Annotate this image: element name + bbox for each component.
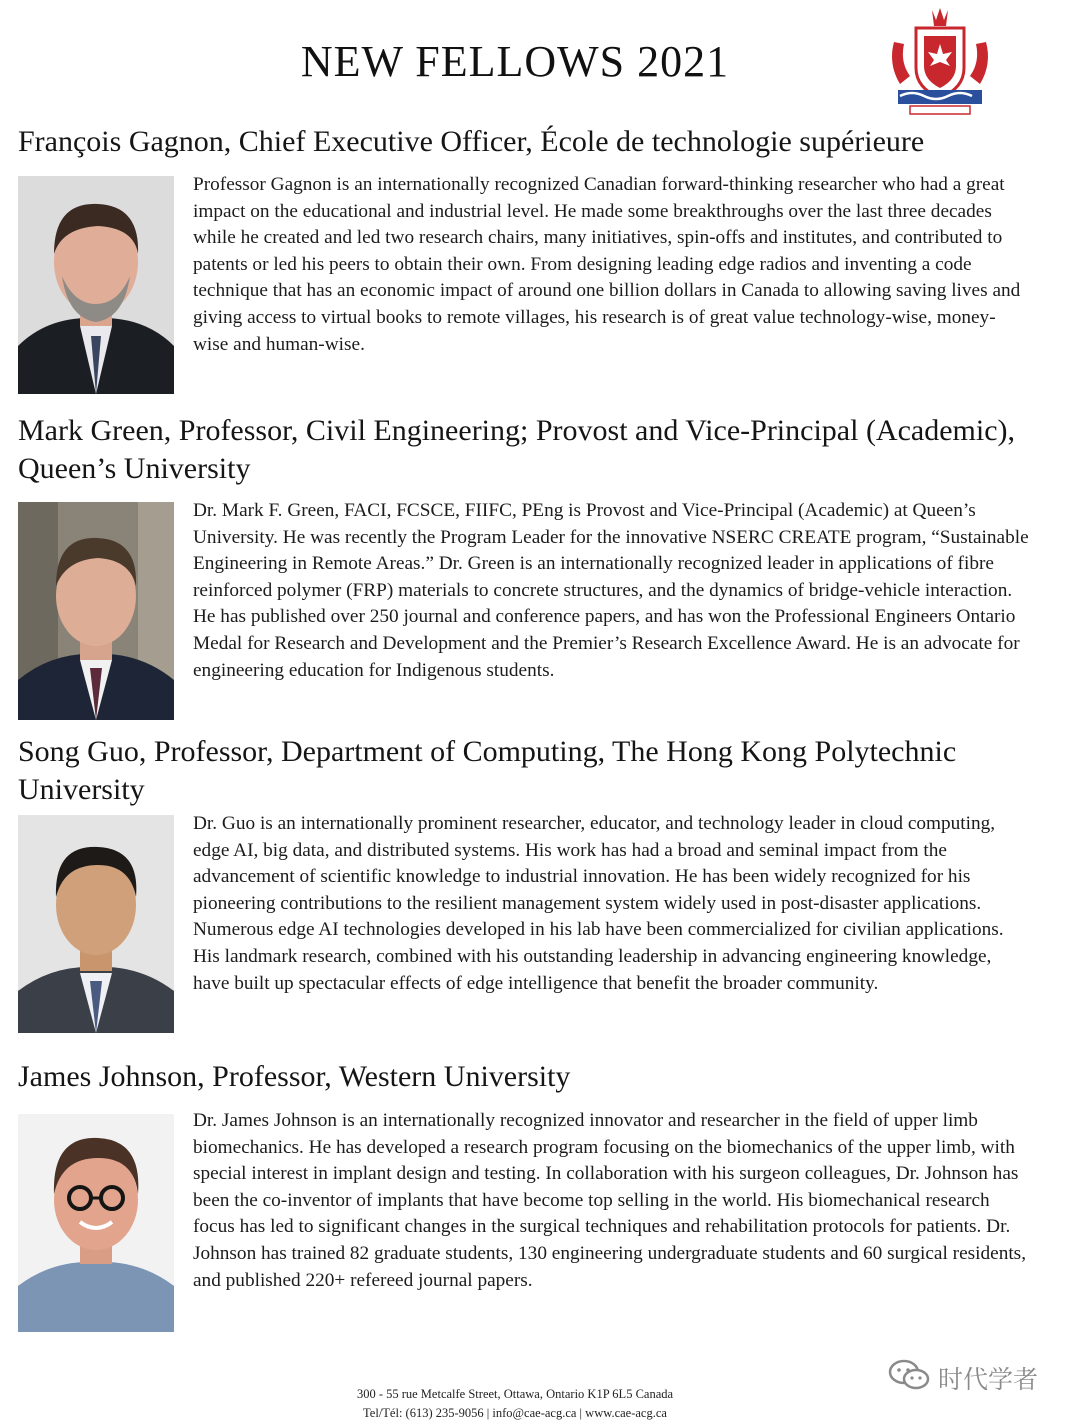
- fellow-portrait-photo: [18, 1114, 174, 1332]
- fellow-name: James Johnson, Professor, Western University: [18, 1060, 571, 1093]
- fellow-bio: Dr. James Johnson is an internationally recognized innovator and researcher in the field of upper limb biomechanics. He has developed a research program focusing on the biomechanics of the upper limb, with special interest in implant design and testing. In collaboration with his surgeon colleagues, Dr. Johnson has been the co-inventor of implants that have become top selling in the world. His biomechanical research focus has led to significant changes in the surgical techniques and rehabilitation protocols for patients. Dr. Johnson has trained 82 graduate students, 130 engineering undergraduate students and 60 surgical residents, and published 220+ refereed journal papers.: [193, 1110, 1027, 1291]
- fellow-bio: Professor Gagnon is an internationally recognized Canadian forward-thinking researcher who had a great impact on the educational and industrial level. He made some breakthroughs over the last three decades while he created and led two research chairs, many initiatives, spin-offs and institutes, and contributed to patents or led his peers to obtain their own. From designing leading edge radios and inventing a code technique that has an economic impact of around one billion dollars in Canada to allowing saving lives and giving access to virtual books to remote villages, his research is of great value technology-wise, money-wise and human-wise.: [193, 174, 1021, 355]
- fellow-name: Mark Green, Professor, Civil Engineering; Provost and Vice-Principal (Academic), Queen’s University: [18, 414, 1016, 485]
- wechat-watermark: [888, 1358, 1038, 1398]
- fellow-name: François Gagnon, Chief Executive Officer, École de technologie supérieure: [18, 125, 925, 158]
- page-title: NEW FELLOWS 2021: [300, 37, 730, 86]
- footer-phone-email-web: Tel/Tél: (613) 235-9056 | info@cae-acg.ca | www.cae-acg.ca: [363, 1406, 667, 1420]
- fellow-name: Song Guo, Professor, Department of Computing, The Hong Kong Polytechnic University: [18, 735, 957, 806]
- wechat-icon: [888, 1359, 930, 1397]
- academy-crest-logo: [886, 6, 994, 118]
- fellow-bio: Dr. Guo is an internationally prominent researcher, educator, and technology leader in cloud computing, edge AI, big data, and distributed systems. His work has had a broad and seminal impact from the advancement of scientific knowledge to industrial innovation. He has been widely recognized for his pioneering contributions to the resilient management system widely used in post-disaster applications. Numerous edge AI technologies developed in his lab have been commercialized for civilian applications. His landmark research, combined with his outstanding leadership in advancing engineering knowledge, have built up spectacular effects of edge intelligence that benefit the broader community.: [193, 813, 1004, 994]
- fellow-bio: Dr. Mark F. Green, FACI, FCSCE, FIIFC, PEng is Provost and Vice-Principal (Academic) at Queen’s University. He was recently the Program Leader for the innovative NSERC CREATE program, “Sustainable Engineering in Remote Areas.” Dr. Green is an internationally recognized leader in applications of fibre reinforced polymer (FRP) materials to concrete structures, and the dynamics of bridge-vehicle interaction. He has published over 250 journal and conference papers, and has won the Professional Engineers Ontario Medal for Research and Development and the Premier’s Research Excellence Award. He is an advocate for engineering education for Indigenous students.: [193, 500, 1029, 681]
- footer-contact: [0, 1385, 1030, 1423]
- fellow-portrait-photo: [18, 815, 174, 1033]
- watermark-text: 时代学者: [938, 1365, 1039, 1394]
- fellow-portrait-photo: [18, 176, 174, 394]
- footer-address: 300 - 55 rue Metcalfe Street, Ottawa, Ontario K1P 6L5 Canada: [356, 1387, 674, 1401]
- fellow-portrait-photo: [18, 502, 174, 720]
